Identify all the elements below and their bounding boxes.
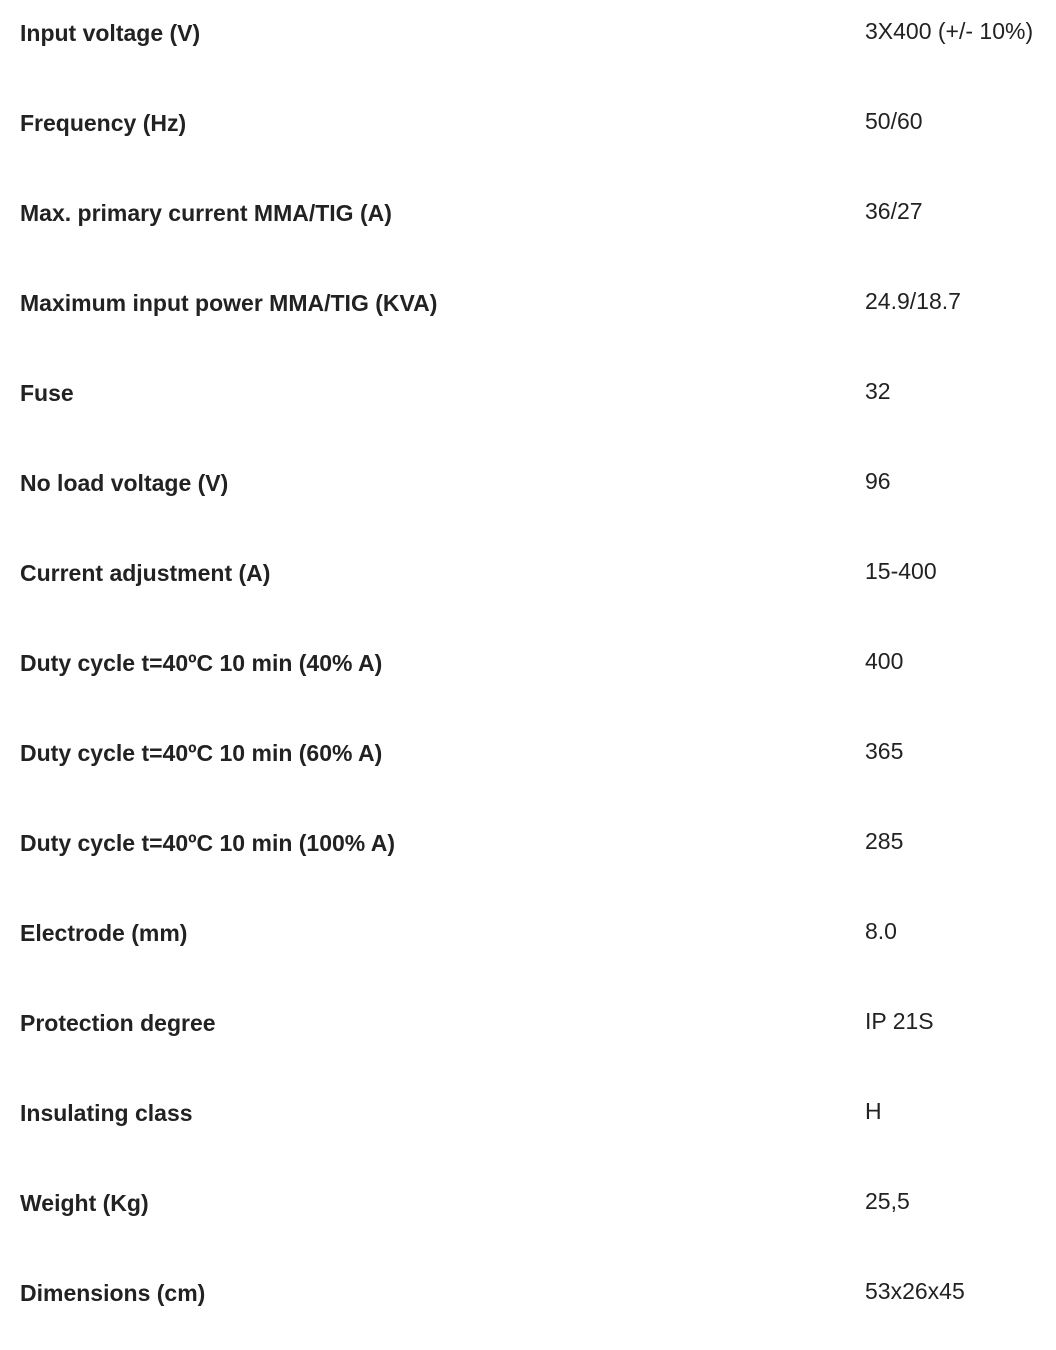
spec-label: Electrode (mm) bbox=[20, 920, 188, 946]
spec-row-input-voltage bbox=[0, 0, 1056, 90]
spec-label: Insulating class bbox=[20, 1100, 193, 1126]
spec-label: Weight (Kg) bbox=[20, 1190, 149, 1216]
spec-label: Dimensions (cm) bbox=[20, 1280, 206, 1306]
spec-label: Frequency (Hz) bbox=[20, 110, 187, 136]
spec-row-duty-cycle-100 bbox=[0, 810, 1056, 900]
spec-label: Current adjustment (A) bbox=[20, 560, 271, 586]
spec-label: Protection degree bbox=[20, 1010, 216, 1036]
spec-row-protection-degree bbox=[0, 990, 1056, 1080]
spec-row-fuse bbox=[0, 360, 1056, 450]
spec-value: 400 bbox=[865, 648, 904, 674]
spec-row-max-primary-current bbox=[0, 180, 1056, 270]
spec-value: 50/60 bbox=[865, 108, 923, 134]
spec-value: 25,5 bbox=[865, 1188, 910, 1214]
spec-label: Fuse bbox=[20, 380, 74, 406]
spec-row-weight bbox=[0, 1170, 1056, 1260]
spec-value: 24.9/18.7 bbox=[865, 288, 961, 314]
spec-row-electrode bbox=[0, 900, 1056, 990]
spec-label: Input voltage (V) bbox=[20, 20, 201, 46]
spec-value: 3X400 (+/- 10%) bbox=[865, 18, 1034, 44]
spec-row-insulating-class bbox=[0, 1080, 1056, 1170]
spec-value: 365 bbox=[865, 738, 904, 764]
spec-row-current-adjustment bbox=[0, 540, 1056, 630]
spec-label: No load voltage (V) bbox=[20, 470, 229, 496]
spec-row-dimensions bbox=[0, 1260, 1056, 1350]
spec-value: 32 bbox=[865, 378, 891, 404]
spec-row-duty-cycle-60 bbox=[0, 720, 1056, 810]
spec-row-no-load-voltage bbox=[0, 450, 1056, 540]
spec-value: IP 21S bbox=[865, 1008, 934, 1034]
spec-value: 53x26x45 bbox=[865, 1278, 965, 1304]
spec-label: Duty cycle t=40ºC 10 min (100% A) bbox=[20, 830, 396, 856]
spec-value: H bbox=[865, 1098, 882, 1124]
spec-label: Duty cycle t=40ºC 10 min (40% A) bbox=[20, 650, 383, 676]
spec-label: Max. primary current MMA/TIG (A) bbox=[20, 200, 392, 226]
spec-label: Duty cycle t=40ºC 10 min (60% A) bbox=[20, 740, 383, 766]
spec-value: 285 bbox=[865, 828, 904, 854]
spec-value: 8.0 bbox=[865, 918, 897, 944]
spec-row-duty-cycle-40 bbox=[0, 630, 1056, 720]
spec-label: Maximum input power MMA/TIG (KVA) bbox=[20, 290, 438, 316]
spec-value: 15-400 bbox=[865, 558, 937, 584]
spec-value: 96 bbox=[865, 468, 891, 494]
spec-row-max-input-power bbox=[0, 270, 1056, 360]
spec-value: 36/27 bbox=[865, 198, 923, 224]
spec-row-frequency bbox=[0, 90, 1056, 180]
